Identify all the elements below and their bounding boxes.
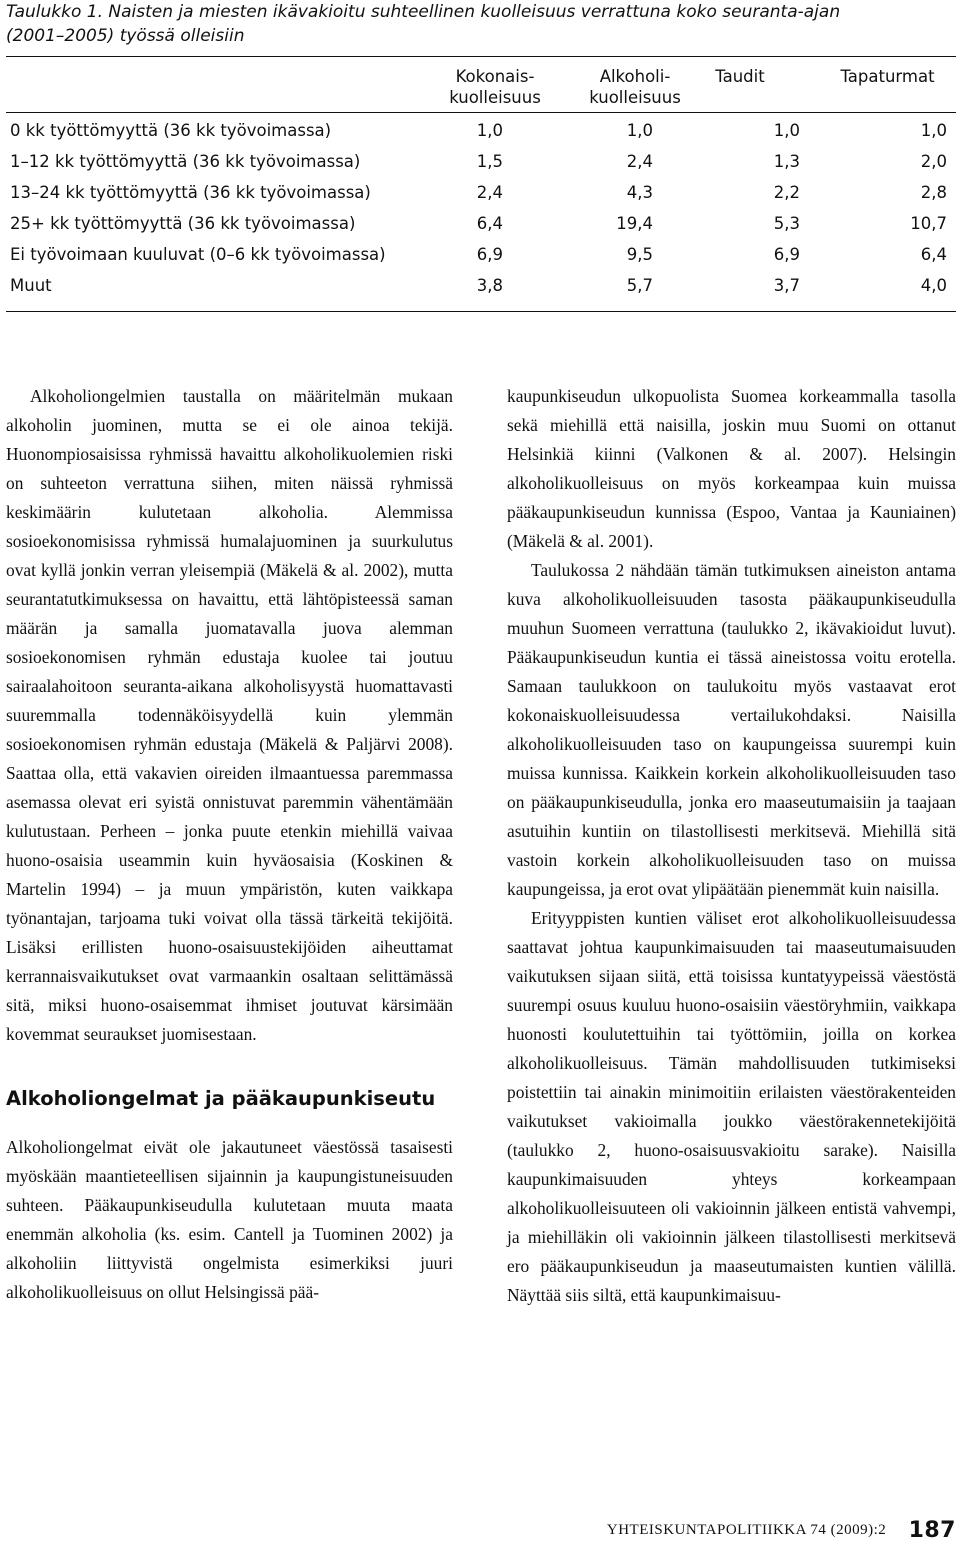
page-footer: [607, 1518, 956, 1543]
table-row: [10, 183, 950, 211]
cell-tapaturmat: 6,4: [920, 245, 947, 264]
cell-kokonais: 1,5: [476, 152, 503, 171]
row-label: 0 kk työttömyyttä (36 kk työvoimassa): [10, 121, 332, 140]
cell-taudit: 3,7: [773, 276, 800, 295]
cell-tapaturmat: 4,0: [920, 276, 947, 295]
cell-alkoholi: 4,3: [626, 183, 653, 202]
column-header-line: Kokonais-: [455, 67, 535, 86]
right-text-column: [507, 382, 956, 1310]
cell-alkoholi: 5,7: [626, 276, 653, 295]
cell-alkoholi: 19,4: [616, 214, 653, 233]
cell-taudit: 1,3: [773, 152, 800, 171]
row-label: 25+ kk työttömyyttä (36 kk työvoimassa): [10, 214, 356, 233]
body-paragraph: Erityyppisten kuntien väliset erot alkoholikuolleisuudessa saattavat johtua kaupunkimaisuuden tai maaseutumaisuuden vaikutuksen sijaan siitä, että toisissa kuntatyypeissä väestöstä suurempi osuus kuuluu huono-osaisiin väestöryhmiin, vaikkapa huonosti koulutettuihin tai työttömiin, joilla on korkea alkoholikuolleisuus. Tämän mahdollisuuden tutkimiseksi poistettiin tai ainakin minimoitiin erilaisten väestörakenteiden vaikutukset vakioimalla joukko väestörakennetekijöitä (taulukko 2, huono-osaisuusvakioitu sarake). Naisilla kaupunkimaisuuden yhteys korkeampaan alkoholikuolleisuuteen oli vakioinnin jälkeen entistä vahvempi, ja miehilläkin oli vakioinnin jälkeen tilastollisesti merkitsevä ero pääkaupunkiseudun ja maaseutumaisten kuntien välillä. Näyttää siis siltä, että kaupunkimaisuu-: [507, 908, 956, 1305]
cell-taudit: 6,9: [773, 245, 800, 264]
column-header-line: Taudit: [715, 67, 765, 86]
column-header-tapaturmat: [820, 66, 955, 87]
cell-kokonais: 1,0: [476, 121, 503, 140]
column-header-alkoholi: [565, 66, 705, 108]
table-header-rule: [6, 112, 956, 113]
cell-kokonais: 2,4: [476, 183, 503, 202]
column-header-line: Alkoholi-: [599, 67, 671, 86]
table-caption: [6, 0, 956, 48]
cell-alkoholi: 9,5: [626, 245, 653, 264]
table-row: [10, 276, 950, 304]
row-label: 13–24 kk työttömyyttä (36 kk työvoimassa): [10, 183, 371, 202]
body-paragraph: Alkoholiongelmien taustalla on määritelmän mukaan alkoholin juominen, mutta se ei ole ainoa tekijä. Huonompiosaisissa ryhmissä havaittu alkoholikuolemien riski on suhteeton verrattuna siihen, miten näissä ryhmissä keskimäärin kulutetaan alkoholia. Alemmissa sosioekonomisissa ryhmissä humalajuominen ja suurkulutus ovat kyllä jonkin verran yleisempiä (Mäkelä & al. 2002), mutta seurantatutkimuksessa on havaittu, että lähtöpisteessä saman määrän ja samalla juomatavalla juova alemman sosioekonomisen ryhmän edustaja kuolee tai joutuu sairaalahoitoon seuranta-aikana alkoholisyystä huomattavasti suuremmalla todennäköisyydellä kuin ylemmän sosioekonomisen ryhmän edustaja (Mäkelä & Paljärvi 2008). Saattaa olla, että vakavien oireiden ilmaantuessa paremmassa asemassa olevat eri syistä onnistuvat paremmin vähentämään kulutustaan. Perheen – jonka puute etenkin miehillä vaivaa huono-osaisia useammin kuin hyväosaisia (Koskinen & Martelin 1994) – ja muun ympäristön, kuten vaikkapa työnantajan, tarjoama tuki voivat olla tässä tärkeitä tekijöitä. Lisäksi erillisten huono-osaisuustekijöiden aiheuttamat kerrannaisvaikutukset ovat varmaankin osaltaan selittämässä sitä, miksi huono-osaisemmat ihmiset joutuvat kärsimään kovemmat seuraukset juomisestaan.: [6, 386, 453, 1044]
page-number: 187: [908, 1518, 956, 1543]
column-header-kokonais: [425, 66, 565, 108]
column-header-taudit: [690, 66, 790, 87]
cell-kokonais: 3,8: [476, 276, 503, 295]
column-header-line: Tapaturmat: [840, 67, 935, 86]
cell-kokonais: 6,9: [476, 245, 503, 264]
cell-alkoholi: 2,4: [626, 152, 653, 171]
body-paragraph: Taulukossa 2 nähdään tämän tutkimuksen aineiston antama kuva alkoholikuolleisuuden tasosta pääkaupunkiseudulla muuhun Suomeen verrattuna (taulukko 2, ikävakioidut luvut). Pääkaupunkiseudun kuntia ei tässä aineistossa voitu erotella. Samaan taulukkoon on taulukoitu myös vastaavat erot kokonaiskuolleisuudessa vertailukohdaksi. Naisilla alkoholikuolleisuuden taso on kaupungeissa suurempi kuin muissa kunnissa. Kaikkein korkein alkoholikuolleisuuden taso on pääkaupunkiseudulla, jonka ero maaseutumaisiin ja taajaan asutuihin kuntiin on tilastollisesti merkitsevä. Miehillä sitä vastoin korkein alkoholikuolleisuuden taso on muissa kaupungeissa, ja erot ovat ylipäätään pienemmät kuin naisilla.: [507, 560, 956, 899]
cell-taudit: 1,0: [773, 121, 800, 140]
table-bottom-rule: [6, 311, 956, 312]
table-row: [10, 214, 950, 242]
cell-kokonais: 6,4: [476, 214, 503, 233]
row-label: Muut: [10, 276, 52, 295]
cell-tapaturmat: 10,7: [910, 214, 947, 233]
cell-tapaturmat: 2,8: [920, 183, 947, 202]
cell-tapaturmat: 2,0: [920, 152, 947, 171]
table-caption-line-2: (2001–2005) työssä olleisiin: [6, 26, 245, 46]
row-label: 1–12 kk työttömyyttä (36 kk työvoimassa): [10, 152, 361, 171]
column-header-line: kuolleisuus: [449, 88, 541, 107]
journal-name: YHTEISKUNTAPOLITIIKKA 74 (2009):2: [606, 1521, 887, 1538]
body-paragraph: Alkoholiongelmat eivät ole jakautuneet väestössä tasaisesti myöskään maantieteellisen sijainnin ja kaupungistuneisuuden suhteen. Pääkaupunkiseudulla kulutetaan muuta maata enemmän alkoholia (ks. esim. Cantell ja Tuominen 2002) ja alkoholiin liittyvistä ongelmista esimerkiksi juuri alkoholikuolleisuus on ollut Helsingissä pää-: [6, 1137, 453, 1302]
row-label: Ei työvoimaan kuuluvat (0–6 kk työvoimassa): [10, 245, 386, 264]
table-caption-line-1: Taulukko 1. Naisten ja miesten ikävakioitu suhteellinen kuolleisuus verrattuna koko seuranta-ajan: [6, 2, 841, 22]
table-top-rule: [6, 56, 956, 57]
section-heading: Alkoholiongelmat ja pääkaupunkiseutu: [6, 1087, 436, 1110]
column-header-line: kuolleisuus: [589, 88, 681, 107]
table-row: [10, 152, 950, 180]
cell-tapaturmat: 1,0: [920, 121, 947, 140]
cell-taudit: 2,2: [773, 183, 800, 202]
table-row: [10, 121, 950, 149]
body-paragraph: kaupunkiseudun ulkopuolista Suomea korkeammalla tasolla sekä miehillä että naisilla, joskin muu Suomi on ottanut Helsinkiä kiinni (Valkonen & al. 2007). Helsingin alkoholikuolleisuus on myös korkeampaa kuin muissa pääkaupunkiseudun kunnissa (Espoo, Vantaa ja Kauniainen) (Mäkelä & al. 2001).: [507, 386, 956, 551]
left-text-column: [6, 382, 453, 1307]
cell-alkoholi: 1,0: [626, 121, 653, 140]
table-row: [10, 245, 950, 273]
cell-taudit: 5,3: [773, 214, 800, 233]
